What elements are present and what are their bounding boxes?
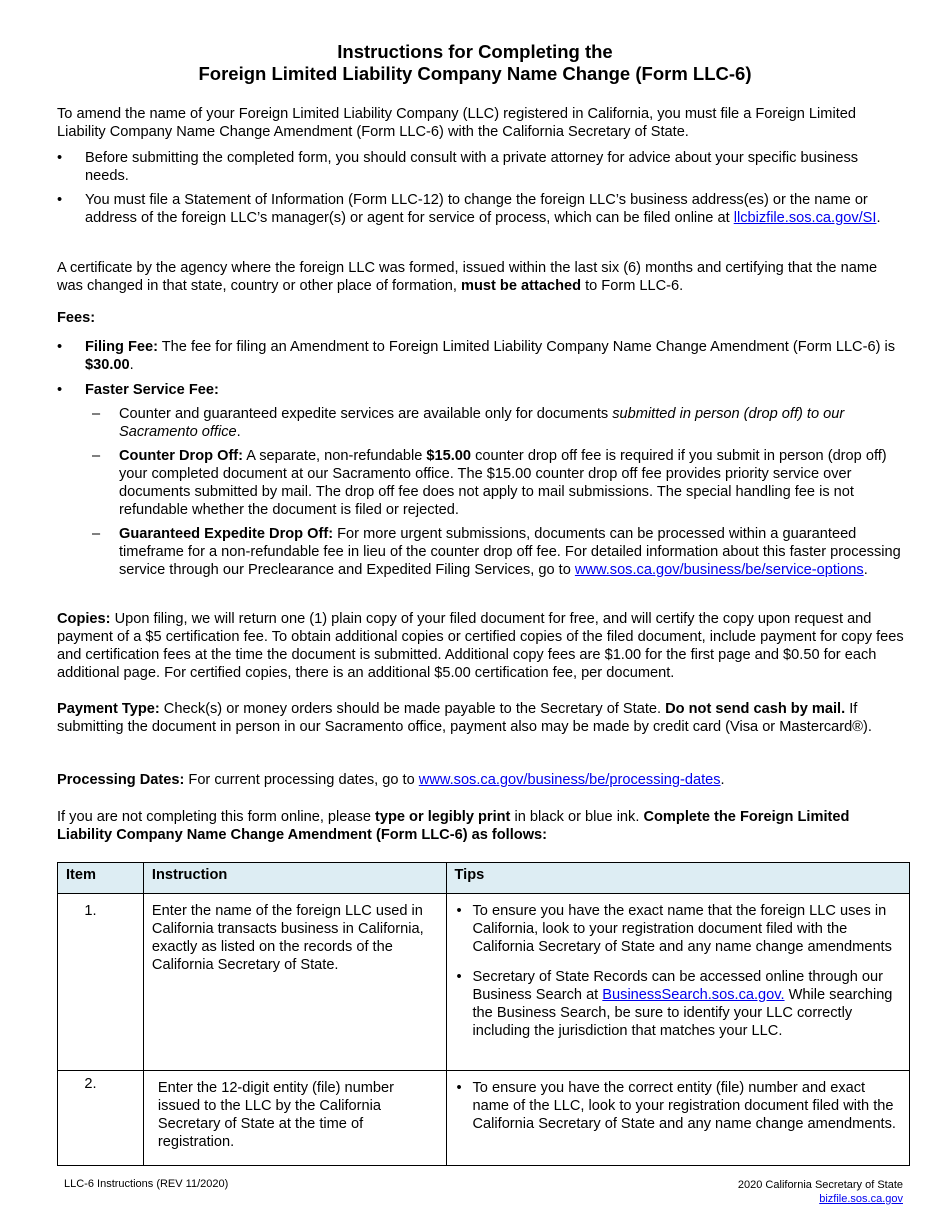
title-line-2: Foreign Limited Liability Company Name Change (Form LLC-6) bbox=[198, 63, 752, 84]
intro-paragraph: To amend the name of your Foreign Limited Liability Company (LLC) registered in California, you must file a Foreign Limited Liability Company Name Change Amendment (Form LLC-6) with the California Secretary of State. bbox=[57, 106, 856, 140]
header-tips: Tips bbox=[446, 863, 910, 894]
dash-text: Counter Drop Off: A separate, non-refundable $15.00 counter drop off fee is required if you submit in person (drop off) your completed document at our Sacramento office. The $15.00 counter drop off fee provides priority service over documents submitted by mail. The drop off fee does not apply to mail submissions. The special handling fee is not refundable whether the document is filed or rejected. bbox=[119, 448, 887, 518]
tip-item: • Secretary of State Records can be accessed online through our Business Search at BusinessSearch.sos.ca.gov. While searching the Business Search, be sure to identify your LLC correctly including the jurisdiction that matches your LLC. bbox=[456, 969, 893, 1039]
title-line-1: Instructions for Completing the bbox=[337, 41, 613, 62]
bullet-icon: • bbox=[456, 1080, 462, 1096]
bullet-icon: • bbox=[57, 382, 63, 398]
instructions-table bbox=[57, 862, 910, 1166]
bullet-text: Before submitting the completed form, you should consult with a private attorney for advice about your specific business needs. bbox=[85, 150, 859, 184]
must-be-attached: must be attached bbox=[461, 278, 582, 294]
bullet-text: Faster Service Fee: bbox=[85, 382, 219, 398]
bullet-icon: • bbox=[456, 969, 462, 985]
dash-icon: – bbox=[92, 526, 101, 542]
si-link[interactable]: llcbizfile.sos.ca.gov/SI bbox=[733, 210, 877, 226]
dash-text: Guaranteed Expedite Drop Off: For more urgent submissions, documents can be processed within a guaranteed timeframe for a non-refundable fee in lieu of the counter drop off fee. For detailed information about this faster processing service through our Preclearance and Expedited Filing Services, go to www.sos.ca.gov/business/be/service-options. bbox=[119, 526, 901, 578]
item-number: 2. bbox=[58, 1071, 144, 1166]
header-item: Item bbox=[58, 863, 144, 894]
bullet-icon: • bbox=[456, 903, 462, 919]
header-instruction: Instruction bbox=[143, 863, 446, 894]
instruction-cell: Enter the 12-digit entity (file) number issued to the LLC by the California Secretary of State at the time of registration. bbox=[143, 1071, 446, 1166]
fees-heading: Fees: bbox=[57, 310, 96, 326]
tip-item: • To ensure you have the exact name that the foreign LLC uses in California, look to your registration document filed with the California Secretary of State and any name change amendments bbox=[456, 903, 892, 955]
bullet-text: Filing Fee: The fee for filing an Amendment to Foreign Limited Liability Company Name Change Amendment (Form LLC-6) is $30.00. bbox=[85, 339, 896, 373]
footer-right bbox=[738, 1178, 903, 1206]
business-search-link[interactable]: BusinessSearch.sos.ca.gov. bbox=[602, 987, 785, 1003]
footer-copyright: 2020 California Secretary of State bbox=[737, 1179, 903, 1191]
dash-text: Counter and guaranteed expedite services are available only for documents submitted in person (drop off) to our Sacramento office. bbox=[119, 406, 845, 440]
processing-paragraph: Processing Dates: For current processing dates, go to www.sos.ca.gov/business/be/processing-dates. bbox=[57, 772, 725, 788]
table-row bbox=[58, 1071, 910, 1166]
bullet-icon: • bbox=[57, 339, 63, 355]
bullet-text: You must file a Statement of Information (Form LLC-12) to change the foreign LLC’s business address(es) or the name or address of the foreign LLC’s manager(s) or agent for service of process, which can be filed online at llcbizfile.sos.ca.gov/SI. bbox=[85, 192, 881, 226]
table-header-row bbox=[58, 863, 910, 894]
footer-form-revision: LLC-6 Instructions (REV 11/2020) bbox=[64, 1178, 229, 1190]
bullet-icon: • bbox=[57, 192, 63, 208]
bullet-icon: • bbox=[57, 150, 63, 166]
tip-item: • To ensure you have the correct entity (file) number and exact name of the LLC, look to your registration document filed with the California Secretary of State and any name change amendments. bbox=[456, 1080, 896, 1132]
tips-cell bbox=[446, 1071, 910, 1166]
table-row bbox=[58, 894, 910, 1071]
item-number: 1. bbox=[58, 894, 144, 1071]
complete-paragraph: If you are not completing this form online, please type or legibly print in black or blue ink. Complete the Foreign Limited Liability Company Name Change Amendment (Form LLC-6) as follows: bbox=[57, 809, 850, 843]
processing-dates-link[interactable]: www.sos.ca.gov/business/be/processing-dates bbox=[418, 772, 721, 788]
instruction-cell: Enter the name of the foreign LLC used in California transacts business in California, exactly as listed on the records of the California Secretary of State. bbox=[143, 894, 446, 1071]
payment-paragraph: Payment Type: Check(s) or money orders should be made payable to the Secretary of State. Do not send cash by mail. If submitting the document in person in our Sacramento office, payment also may be made by credit card (Visa or Mastercard®). bbox=[57, 701, 872, 735]
certificate-paragraph: A certificate by the agency where the foreign LLC was formed, issued within the last six (6) months and certifying that the name was changed in that state, country or other place of formation, must be attached to Form LLC-6. bbox=[57, 260, 878, 294]
page-title bbox=[0, 41, 950, 85]
tips-cell bbox=[446, 894, 910, 1071]
bizfile-link[interactable]: bizfile.sos.ca.gov bbox=[819, 1193, 903, 1205]
service-options-link[interactable]: www.sos.ca.gov/business/be/service-options bbox=[574, 562, 864, 578]
dash-icon: – bbox=[92, 406, 101, 422]
copies-paragraph: Copies: Upon filing, we will return one (1) plain copy of your filed document for free, and will certify the copy upon request and payment of a $5 certification fee. To obtain additional copies or certified copies of the filed document, include payment for copy fees and certification fees at the time the document is submitted. Additional copy fees are $1.00 for the first page and $0.50 for each additional page. For certified copies, there is an additional $5.00 certification fee, per document. bbox=[57, 611, 904, 681]
dash-icon: – bbox=[92, 448, 101, 464]
